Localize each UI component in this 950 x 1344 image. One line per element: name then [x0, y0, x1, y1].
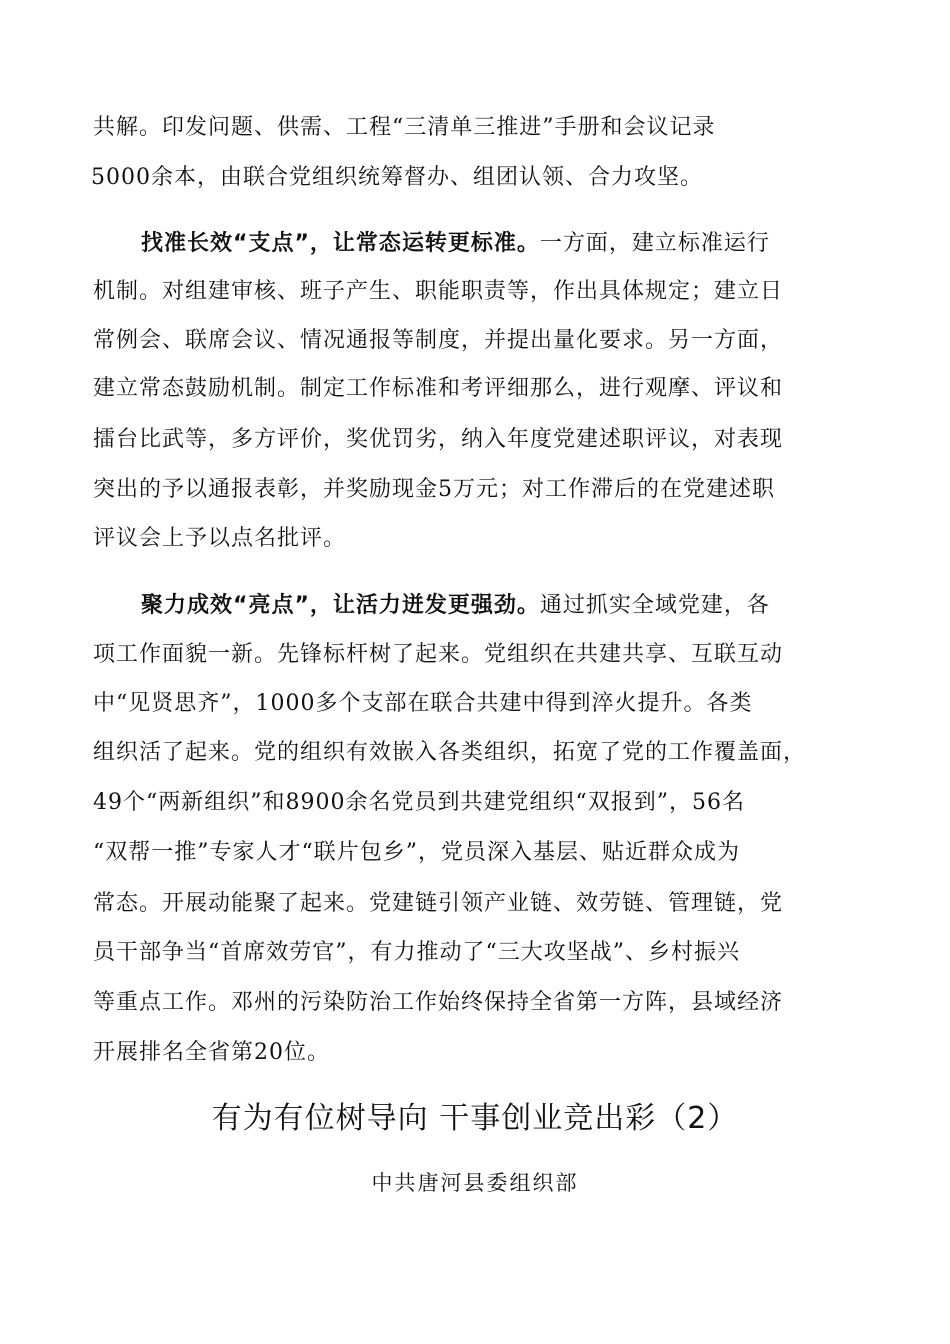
article-author: 中共唐河县委组织部: [371, 1171, 579, 1195]
standard-line-2: 机制。对组建审核、班子产生、职能职责等，作出具体规定；建立日: [93, 279, 784, 304]
results-paragraph-heading: 聚力成效“亮点”，让活力迸发更强劲。: [141, 593, 540, 618]
results-line-8: 员干部争当“首席效劳官”，有力推动了“三大攻坚战”、乡村振兴: [93, 940, 740, 965]
standard-line-6: 突出的予以通报表彰，并奖励现金5万元；对工作滞后的在党建述职: [93, 477, 775, 502]
results-paragraph-first-text: 通过抓实全域党建，各: [539, 593, 770, 618]
results-line-2: 项工作面貌一新。先锋标杆树了起来。党组织在共建共享、互联互动: [93, 642, 784, 667]
results-line-5: 49个“两新组织”和8900余名党员到共建党组织“双报到”，56名: [93, 790, 745, 815]
results-line-3: 中“见贤思齐”，1000多个支部在联合共建中得到淬火提升。各类: [93, 691, 753, 716]
article-title: 有为有位树导向 干事创业竞出彩（2）: [211, 1101, 739, 1136]
results-line-10: 开展排名全省第20位。: [93, 1040, 330, 1065]
standard-line-4: 建立常态鼓励机制。制定工作标准和考评细那么，进行观摩、评议和: [93, 376, 784, 401]
intro-line-2: 5000余本，由联合党组织统筹督办、组团认领、合力攻坚。: [91, 165, 703, 190]
intro-line-1: 共解。印发问题、供需、工程“三清单三推进”手册和会议记录: [93, 115, 716, 140]
standard-paragraph-first-line: [141, 229, 770, 259]
standard-line-5: 擂台比武等，多方评价，奖优罚劣，纳入年度党建述职评议，对表现: [93, 427, 784, 452]
results-line-4: 组织活了起来。党的组织有效嵌入各类组织，拓宽了党的工作覆盖面，: [93, 740, 807, 765]
standard-line-7: 评议会上予以点名批评。: [93, 526, 347, 551]
results-line-9: 等重点工作。邓州的污染防治工作始终保持全省第一方阵，县域经济: [93, 990, 784, 1015]
standard-paragraph-first-text: 一方面，建立标准运行: [539, 231, 770, 256]
results-paragraph-first-line: [141, 591, 770, 621]
results-line-6: “双帮一推”专家人才“联片包乡”，党员深入基层、贴近群众成为: [93, 840, 740, 865]
standard-line-3: 常例会、联席会议、情况通报等制度，并提出量化要求。另一方面，: [93, 328, 784, 353]
results-line-7: 常态。开展动能聚了起来。党建链引领产业链、效劳链、管理链，党: [93, 891, 784, 916]
standard-paragraph-heading: 找准长效“支点”，让常态运转更标准。: [141, 231, 540, 256]
